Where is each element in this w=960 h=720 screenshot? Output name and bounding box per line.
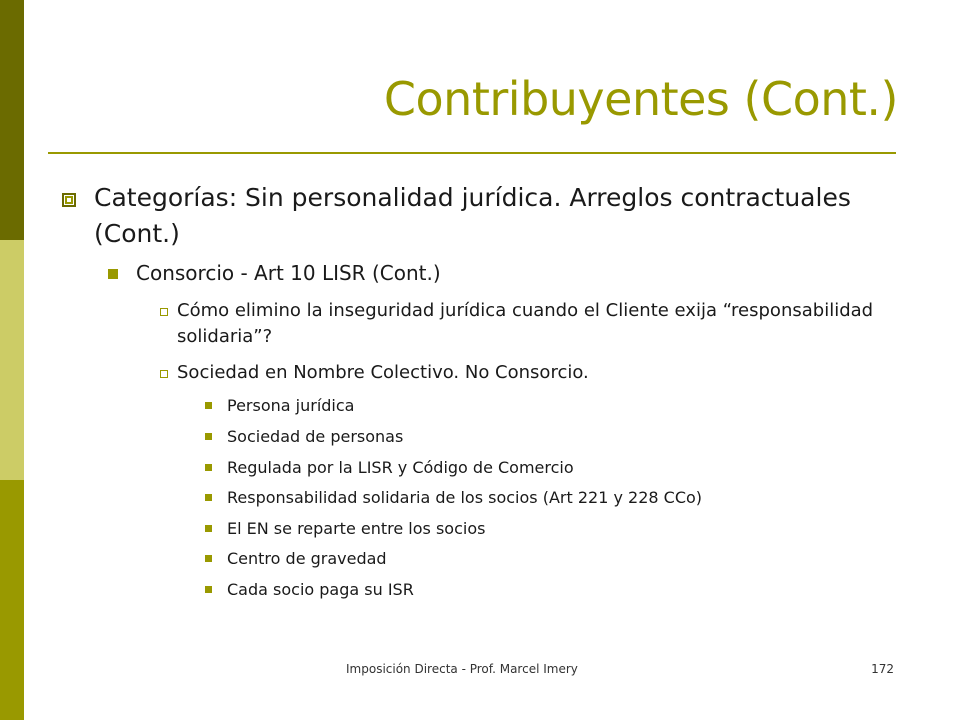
- bullet-level4: [227, 427, 907, 447]
- bullet-level4-text: Persona jurídica: [227, 396, 355, 415]
- bullet-level2-text: Consorcio - Art 10 LISR (Cont.): [136, 261, 441, 285]
- small-square-bullet-icon: [205, 586, 212, 593]
- small-square-bullet-icon: [205, 494, 212, 501]
- bullet-level4-text: Responsabilidad solidaria de los socios (Art 221 y 228 CCo): [227, 488, 703, 507]
- filled-square-bullet-icon: [108, 269, 118, 279]
- small-square-bullet-icon: [205, 402, 212, 409]
- bullet-level4: [227, 458, 907, 478]
- bullet-level4: [227, 580, 907, 600]
- bullet-level3-text: Sociedad en Nombre Colectivo. No Consorcio.: [177, 362, 589, 383]
- bullet-level4: [227, 549, 907, 569]
- small-square-bullet-icon: [205, 555, 212, 562]
- hollow-square-bullet-icon: [160, 370, 168, 378]
- bullet-level1-text: Categorías: Sin personalidad jurídica. Arreglos contractuales (Cont.): [94, 183, 851, 248]
- bullet-level4: [227, 519, 907, 539]
- bullet-level4-text: Cada socio paga su ISR: [227, 580, 414, 599]
- bullet-level4-text: El EN se reparte entre los socios: [227, 519, 486, 538]
- sidebar-stripe-middle: [0, 240, 24, 480]
- bullet-level2: [136, 258, 876, 288]
- bullet-level4-text: Sociedad de personas: [227, 427, 404, 446]
- slide-title: Contribuyentes (Cont.): [383, 72, 898, 126]
- small-square-bullet-icon: [205, 525, 212, 532]
- square-bullet-icon: [62, 193, 76, 207]
- sidebar-stripe-bottom: [0, 480, 24, 720]
- small-square-bullet-icon: [205, 464, 212, 471]
- bullet-level3-text: Cómo elimino la inseguridad jurídica cuando el Cliente exija “responsabilidad solidaria”?: [177, 300, 874, 347]
- bullet-level3: [177, 360, 917, 386]
- bullet-level4: [227, 488, 907, 508]
- sidebar-stripe-top: [0, 0, 24, 240]
- title-divider: [48, 152, 896, 154]
- bullet-level3: [177, 298, 917, 350]
- footer-text: Imposición Directa - Prof. Marcel Imery: [346, 662, 578, 676]
- bullet-level4: [227, 396, 907, 416]
- page-number: 172: [871, 662, 894, 676]
- bullet-level4-text: Regulada por la LISR y Código de Comercio: [227, 458, 574, 477]
- small-square-bullet-icon: [205, 433, 212, 440]
- bullet-level1: [94, 180, 884, 252]
- bullet-level4-text: Centro de gravedad: [227, 549, 387, 568]
- hollow-square-bullet-icon: [160, 308, 168, 316]
